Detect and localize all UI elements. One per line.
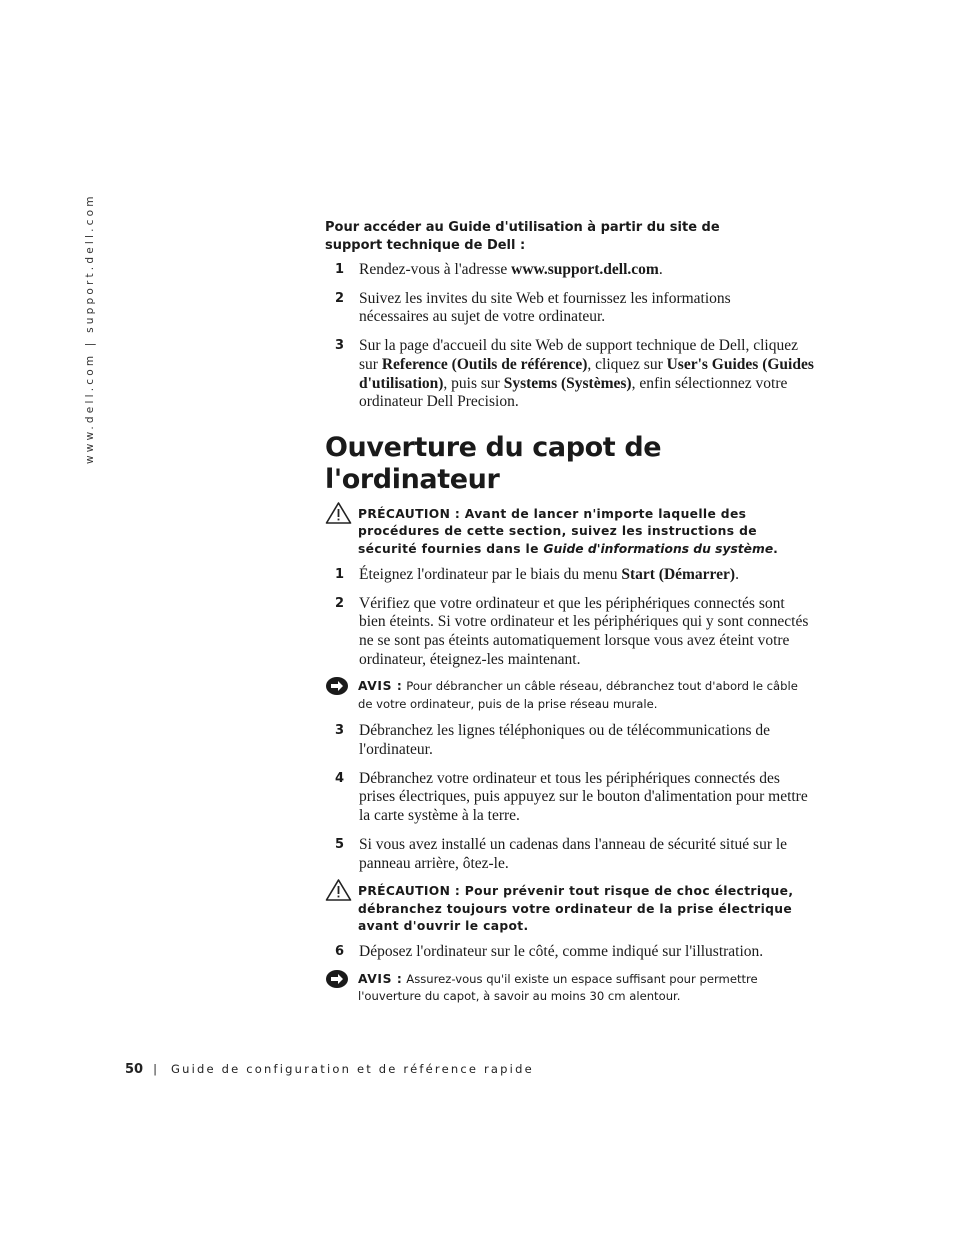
caution-notice-2 bbox=[325, 883, 815, 935]
step-number: 5 bbox=[335, 836, 345, 852]
warning-triangle-icon bbox=[325, 501, 352, 529]
step-number: 2 bbox=[335, 290, 345, 306]
caution-text: PRÉCAUTION : Avant de lancer n'importe laquelle des procédures de cette section, suivez les instructions de sécurité fournies dans le Guide d'informations du système. bbox=[358, 506, 779, 556]
notice-arrow-icon bbox=[325, 969, 349, 993]
page-footer bbox=[125, 1062, 534, 1077]
step-number: 2 bbox=[335, 595, 345, 611]
step-text: Si vous avez installé un cadenas dans l'anneau de sécurité situé sur le panneau arrière, ôtez-le. bbox=[359, 835, 788, 872]
step-4 bbox=[325, 770, 815, 826]
step-text: Suivez les invites du site Web et fournissez les informations nécessaires au sujet de votre ordinateur. bbox=[359, 289, 731, 326]
step-text: Débranchez les lignes téléphoniques ou de télécommunications de l'ordinateur. bbox=[359, 722, 771, 759]
avis-label: AVIS : bbox=[358, 679, 403, 694]
caution-text: PRÉCAUTION : Pour prévenir tout risque de choc électrique, débranchez toujours votre ordinateur de la prise électrique avant d'ouvrir le capot. bbox=[358, 884, 794, 933]
notice-arrow-icon bbox=[325, 676, 349, 700]
step-3 bbox=[325, 722, 811, 759]
step-bold-term: Systems (Systèmes) bbox=[503, 374, 632, 392]
step-number: 3 bbox=[335, 723, 345, 739]
step-text: Vérifiez que votre ordinateur et que les périphériques connectés sont bien éteints. Si votre ordinateur et les périphériques qui y sont connectés ne se sont pas éteints automatiquement lorsque vous avez éteint votre ordinateur, éteignez-les maintenant. bbox=[359, 594, 809, 668]
step-5 bbox=[325, 836, 819, 873]
step-bold-term: Start (Démarrer) bbox=[621, 565, 736, 583]
intro-step-2 bbox=[325, 290, 779, 327]
step-number: 3 bbox=[335, 338, 345, 354]
step-text: Éteignez l'ordinateur par le biais du menu bbox=[359, 565, 622, 583]
step-bold-term: Reference (Outils de référence) bbox=[381, 355, 588, 373]
section-heading: Ouverture du capot de l'ordinateur bbox=[325, 431, 662, 495]
warning-triangle-icon bbox=[325, 878, 352, 906]
avis-body: Pour débrancher un câble réseau, débranchez tout d'abord le câble de votre ordinateur, puis de la prise réseau murale. bbox=[358, 679, 798, 711]
footer-separator: | bbox=[153, 1062, 157, 1076]
footer-title: Guide de configuration et de référence rapide bbox=[170, 1062, 534, 1076]
avis-label: AVIS : bbox=[358, 971, 403, 986]
main-content bbox=[325, 219, 815, 1006]
step-6 bbox=[325, 943, 815, 962]
step-text: . bbox=[658, 261, 663, 278]
step-bold-term: User's Guides (Guides d'utilisation) bbox=[359, 355, 814, 392]
step-number: 6 bbox=[335, 944, 345, 960]
step-1 bbox=[325, 566, 815, 585]
intro-lead: Pour accéder au Guide d'utilisation à partir du site de support technique de Dell : bbox=[325, 220, 720, 253]
page-number: 50 bbox=[125, 1062, 144, 1077]
step-number: 1 bbox=[335, 262, 345, 277]
intro-step-3 bbox=[325, 337, 815, 412]
avis-notice-2 bbox=[325, 971, 815, 1006]
caution-guide-title: Guide d'informations du système bbox=[543, 541, 774, 556]
avis-notice-1 bbox=[325, 678, 815, 713]
step-text: Rendez-vous à l'adresse bbox=[359, 261, 512, 278]
step-2 bbox=[325, 595, 811, 670]
step-text: Débranchez votre ordinateur et tous les périphériques connectés des prises électriques, puis appuyez sur le bouton d'alimentation pour mettre la carte système à la terre. bbox=[359, 769, 808, 825]
step-text: Déposez l'ordinateur sur le côté, comme indiqué sur l'illustration. bbox=[359, 943, 764, 961]
side-url: www.dell.com | support.dell.com bbox=[84, 193, 96, 464]
step-text: . bbox=[735, 565, 739, 583]
intro-step-1 bbox=[325, 261, 815, 280]
step-number: 1 bbox=[335, 566, 345, 582]
avis-text bbox=[358, 971, 815, 1006]
avis-text bbox=[358, 678, 815, 713]
step-text: , puis sur bbox=[443, 374, 504, 392]
step-text: , cliquez sur bbox=[587, 355, 667, 373]
step-text: , enfin sélectionnez votre ordinateur Dell Precision. bbox=[359, 374, 788, 411]
avis-body: Assurez-vous qu'il existe un espace suffisant pour permettre l'ouverture du capot, à savoir au moins 30 cm alentour. bbox=[358, 971, 758, 1004]
caution-notice-1 bbox=[325, 506, 815, 558]
step-bold-link: www.support.dell.com bbox=[511, 261, 659, 278]
step-number: 4 bbox=[335, 770, 345, 786]
step-text: Sur la page d'accueil du site Web de support technique de Dell, cliquez sur bbox=[359, 337, 798, 373]
